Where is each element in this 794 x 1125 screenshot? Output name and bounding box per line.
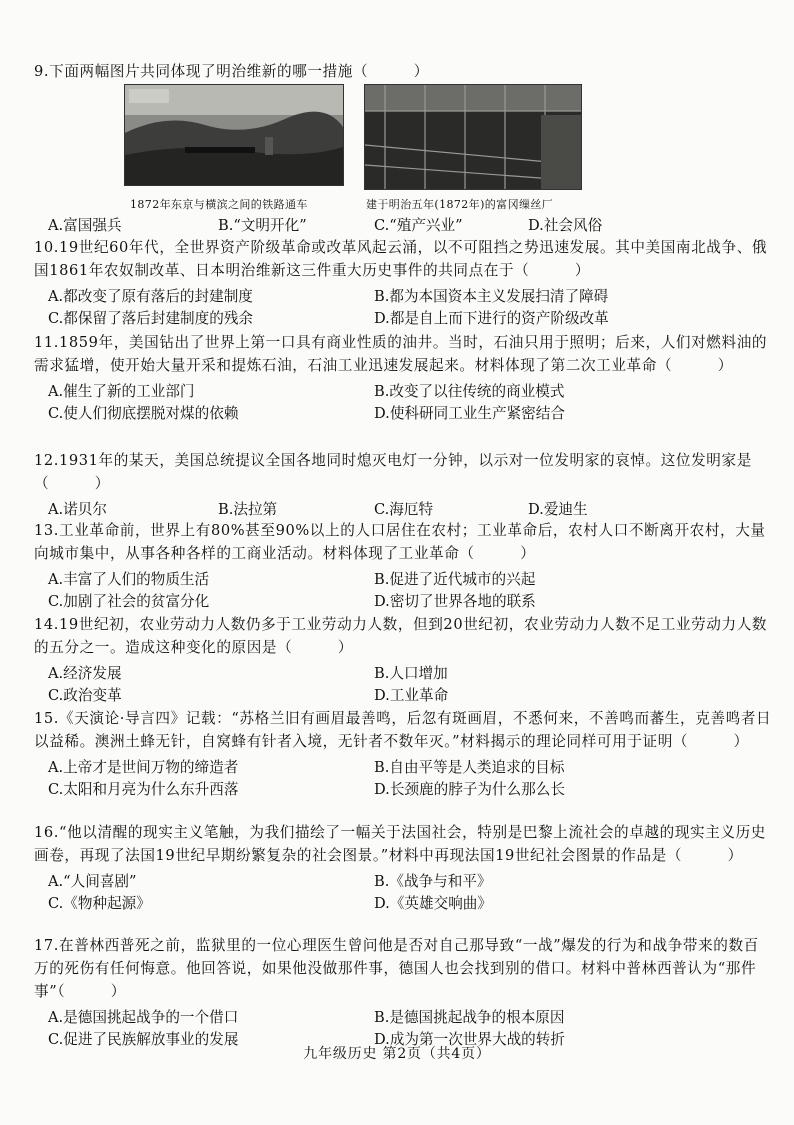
option-a[interactable]: A.催生了新的工业部门 <box>48 383 195 400</box>
option-a[interactable]: A.都改变了原有落后的封建制度 <box>48 288 253 305</box>
option-b[interactable]: B.《战争与和平》 <box>374 873 492 890</box>
option-b[interactable]: B.促进了近代城市的兴起 <box>374 571 536 588</box>
option-b[interactable]: B.自由平等是人类追求的目标 <box>374 759 565 776</box>
option-a[interactable]: A.富国强兵 <box>48 217 122 234</box>
question-12 <box>34 449 772 520</box>
question-14 <box>34 613 772 706</box>
option-a[interactable]: A.“人间喜剧” <box>48 873 137 890</box>
option-a[interactable]: A.是德国挑起战争的一个借口 <box>48 1009 239 1026</box>
silk-mill-photo-drawing <box>365 85 581 189</box>
option-a[interactable]: A.经济发展 <box>48 665 122 682</box>
option-d[interactable]: D.爱迪生 <box>528 501 588 518</box>
option-c[interactable]: C.加剧了社会的贫富分化 <box>48 593 210 610</box>
option-c[interactable]: C.海厄特 <box>374 501 434 518</box>
option-d[interactable]: D.都是自上而下进行的资产阶级改革 <box>374 310 609 327</box>
question-9-options <box>34 214 772 236</box>
option-b[interactable]: B.是德国挑起战争的根本原因 <box>374 1009 565 1026</box>
question-15 <box>34 707 772 800</box>
question-stem: 11.1859年，美国钻出了世界上第一口具有商业性质的油井。当时，石油只用于照明；后来，人们对燃料油的需求猛增，使开始大量开采和提炼石油，石油工业迅速发展起来。材料体现了第二次工业革命（ ） <box>34 334 768 374</box>
question-stem: 10.19世纪60年代，全世界资产阶级革命或改革风起云涌，以不可阻挡之势迅速发展。其中美国南北战争、俄国1861年农奴制改革、日本明治维新这三件重大历史事件的共同点在于（ ） <box>34 239 768 279</box>
question-9 <box>34 60 772 83</box>
question-stem: 9.下面两幅图片共同体现了明治维新的哪一措施（ ） <box>34 63 429 80</box>
railway-photo-drawing <box>125 85 343 185</box>
question-10 <box>34 236 772 329</box>
silk-mill-caption: 建于明治五年(1872年)的富冈缫丝厂 <box>366 198 554 211</box>
option-b[interactable]: B.都为本国资本主义发展扫清了障碍 <box>374 288 609 305</box>
option-c[interactable]: C.使人们彻底摆脱对煤的依赖 <box>48 405 239 422</box>
option-a[interactable]: A.上帝才是世间万物的缔造者 <box>48 759 239 776</box>
question-17 <box>34 934 772 1050</box>
question-stem: 16.“他以清醒的现实主义笔触，为我们描绘了一幅关于法国社会，特别是巴黎上流社会的卓越的现实主义历史画卷，再现了法国19世纪早期纷繁复杂的社会图景。”材料中再现法国19世纪社会图景的作品是（ ） <box>34 824 766 864</box>
option-c[interactable]: C.太阳和月亮为什么东升西落 <box>48 781 239 798</box>
railway-caption: 1872年东京与横滨之间的铁路通车 <box>130 198 308 211</box>
option-b[interactable]: B.改变了以往传统的商业模式 <box>374 383 565 400</box>
option-d[interactable]: D.《英雄交响曲》 <box>374 895 492 912</box>
option-a[interactable]: A.诺贝尔 <box>48 501 107 518</box>
option-b[interactable]: B.法拉第 <box>218 501 278 518</box>
option-b[interactable]: B.人口增加 <box>374 665 448 682</box>
option-c[interactable]: C.《物种起源》 <box>48 895 151 912</box>
option-c[interactable]: C.“殖产兴业” <box>374 217 463 234</box>
option-d[interactable]: D.长颈鹿的脖子为什么那么长 <box>374 781 565 798</box>
question-16 <box>34 821 772 914</box>
question-13 <box>34 519 772 612</box>
option-d[interactable]: D.密切了世界各地的联系 <box>374 593 536 610</box>
question-stem: 15.《天演论·导言四》记载：“苏格兰旧有画眉最善鸣，后忽有斑画眉，不悉何来，不善鸣而蕃生，克善鸣者日以益稀。澳洲土蜂无针，自窝蜂有针者入境，无针者不数年灭。”材料揭示的理论同样可用于证明（ ） <box>34 710 772 750</box>
question-stem: 17.在普林西普死之前，监狱里的一位心理医生曾问他是否对自己那导致“一战”爆发的行为和战争带来的数百万的死伤有任何悔意。他回答说，如果他没做那件事，德国人也会找到别的借口。材料中普林西普认为“那件事”（ ） <box>34 937 759 1000</box>
option-d[interactable]: D.使科研同工业生产紧密结合 <box>374 405 565 422</box>
railway-photo <box>124 84 342 184</box>
question-stem: 14.19世纪初，农业劳动力人数仍多于工业劳动力人数，但到20世纪初，农业劳动力人数不足工业劳动力人数的五分之一。造成这种变化的原因是（ ） <box>34 616 768 656</box>
option-c[interactable]: C.政治变革 <box>48 687 122 704</box>
option-d[interactable]: D.社会风俗 <box>528 217 603 234</box>
option-c[interactable]: C.促进了民族解放事业的发展 <box>48 1031 239 1048</box>
option-c[interactable]: C.都保留了落后封建制度的残余 <box>48 310 254 327</box>
option-d[interactable]: D.成为第一次世界大战的转折 <box>374 1031 565 1048</box>
option-a[interactable]: A.丰富了人们的物质生活 <box>48 571 210 588</box>
question-stem: 12.1931年的某天，美国总统提议全国各地同时熄灭电灯一分钟，以示对一位发明家的哀悼。这位发明家是（ ） <box>34 452 752 492</box>
silk-mill-photo <box>364 84 580 188</box>
question-stem: 13.工业革命前，世界上有80%甚至90%以上的人口居住在农村；工业革命后，农村人口不断离开农村，大量向城市集中，从事各种各样的工商业活动。材料体现了工业革命（ ） <box>34 522 766 562</box>
question-11 <box>34 331 772 424</box>
option-b[interactable]: B.“文明开化” <box>218 217 307 234</box>
page-footer: 九年级历史 第2页（共4页） <box>303 1046 491 1062</box>
option-d[interactable]: D.工业革命 <box>374 687 449 704</box>
